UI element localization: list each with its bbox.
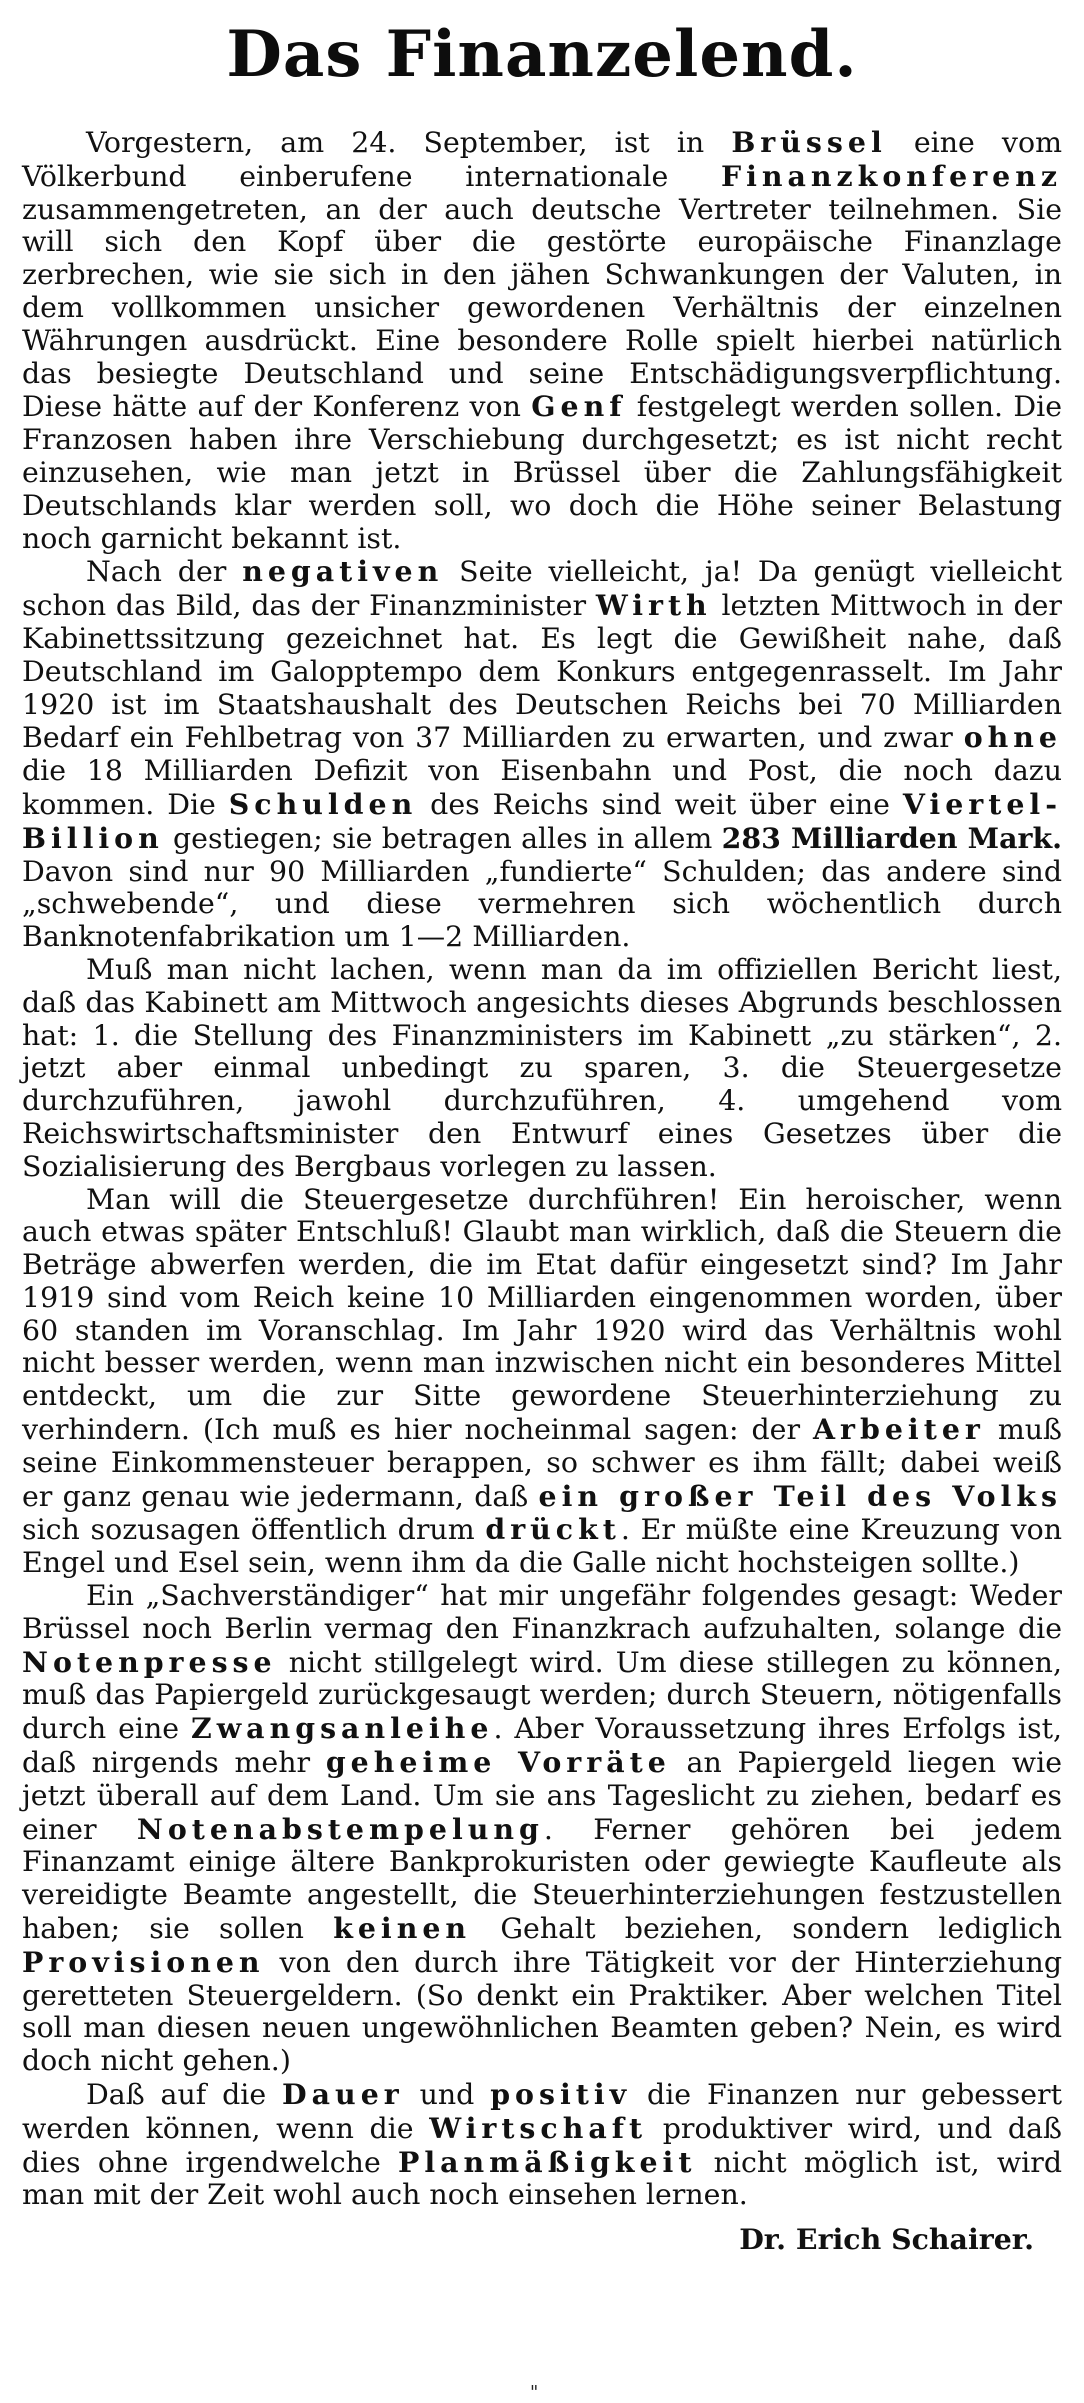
emphasis-text: Zwangsanleihe bbox=[191, 1711, 494, 1746]
paragraph-4 bbox=[22, 1184, 1062, 1581]
paragraph-text: festgelegt werden sollen. Die Franzosen haben ihre Verschiebung durchgesetzt; es ist nicht recht einzusehen, wie man jetzt in Brüssel über die Zahlungsfähigkeit Deutschlands klar werden soll, wo doch die Höhe seiner Belastung noch garnicht bekannt ist. bbox=[22, 390, 1062, 555]
paragraph-text: und bbox=[403, 2078, 491, 2112]
paragraph-text: Seite vielleicht, ja! Da genügt vielleicht schon das Bild, das der Finanzminister bbox=[22, 555, 1062, 623]
emphasis-text: ohne bbox=[963, 720, 1062, 755]
paragraph-text: die Finanzen nur gebessert werden können, wenn die bbox=[22, 2078, 1062, 2145]
paragraph-text: sich sozusagen öffentlich drum bbox=[22, 1513, 486, 1547]
paragraph-text: Nach der bbox=[86, 555, 243, 589]
emphasis-text: Wirth bbox=[595, 588, 712, 623]
paragraph-text: produktiver wird, und daß dies ohne irgendwelche bbox=[22, 2111, 1062, 2179]
emphasis-text: negativen bbox=[242, 554, 444, 589]
paragraph-text: muß seine Einkommensteuer berappen, so schwer es ihm fällt; dabei weiß er ganz genau wie jedermann, daß bbox=[22, 1413, 1062, 1513]
emphasis-text: Viertel-Billion bbox=[22, 786, 1062, 855]
emphasis-text: Planmäßigkeit bbox=[397, 2144, 697, 2179]
paragraph-text: letzten Mittwoch in der Kabinettssitzung gezeichnet hat. Es legt die Gewißheit nahe, daß Deutschland im Galopptempo dem Konkurs entgegenrasselt. Im Jahr 1920 ist im Staatshaushalt des Deutschen Reichs bei 70 Milliarden Bedarf ein Fehlbetrag von 37 Milliarden zu erwarten, und zwar bbox=[22, 589, 1062, 755]
paragraph-6 bbox=[22, 2078, 1062, 2212]
emphasis-text: geheime Vorräte bbox=[325, 1745, 671, 1780]
emphasis-text: Wirtschaft bbox=[429, 2110, 648, 2145]
emphasis-text: Notenpresse bbox=[22, 1644, 277, 1679]
paragraph-text: nicht stillgelegt wird. Um diese stillegen zu können, muß das Papiergeld zurückgesaugt werden; durch Steuern, nötigenfalls durch eine bbox=[22, 1645, 1062, 1746]
paragraph-text: Davon sind nur 90 Milliarden „fundierte“ Schulden; das andere sind „schwebende“, und diese vermehren sich wöchentlich durch Banknotenfabrikation um 1—2 Milliarden. bbox=[22, 854, 1062, 954]
paragraph-text: Ein „Sachverständiger“ hat mir ungefähr folgendes gesagt: Weder Brüssel noch Berlin vermag den Finanzkrach aufzuhalten, solange die bbox=[22, 1579, 1062, 1645]
paragraph-text: . Ferner gehören bei jedem Finanzamt einige ältere Bankprokuristen oder gewiegte Kaufleute als vereidigte Beamte angestellt, die Steuerhinterziehungen festzustellen haben; sie sollen bbox=[22, 1812, 1062, 1946]
emphasis-text: Arbeiter bbox=[813, 1412, 985, 1447]
paragraph-text: von den durch ihre Tätigkeit vor der Hinterziehung geretteten Steuergeldern. (So denkt ein Praktiker. Aber welchen Titel soll man diesen neuen ungewöhnlichen Beamten geben? Nein, es wird doch nicht gehen.) bbox=[22, 1945, 1062, 2078]
bottom-mark: " bbox=[530, 2382, 539, 2403]
author-signature: Dr. Erich Schairer. bbox=[739, 2222, 1034, 2257]
paragraph-text: . Aber Voraussetzung ihres Erfolgs ist, daß nirgends mehr bbox=[22, 1712, 1062, 1780]
emphasis-text: ein großer Teil des Volks bbox=[538, 1478, 1062, 1513]
paragraph-text: zusammengetreten, an der auch deutsche Vertreter teilnehmen. Sie will sich den Kopf über die gestörte europäische Finanzlage zerbrechen, wie sie sich in den jähen Schwankungen der Valuten, in dem vollkommen unsicher gewordenen Verhältnis der einzelnen Währungen ausdrückt. Eine besondere Rolle spielt hierbei natürlich das besiegte Deutschland und seine Entschädigungsverpflichtung. Diese hätte auf der Konferenz von bbox=[22, 192, 1062, 424]
article-title: Das Finanzelend. bbox=[226, 17, 858, 92]
emphasis-text: Schulden bbox=[228, 786, 418, 821]
paragraph-1 bbox=[22, 126, 1062, 555]
paragraph-text: die 18 Milliarden Defizit von Eisenbahn und Post, die noch dazu kommen. Die bbox=[22, 754, 1062, 821]
paragraph-text: Vorgestern, am 24. September, ist in bbox=[86, 126, 732, 159]
emphasis-text: keinen bbox=[333, 1911, 472, 1946]
paragraph-text: eine vom Völkerbund einberufene internationale bbox=[22, 126, 1062, 193]
paragraph-text: Muß man nicht lachen, wenn man da im offiziellen Bericht liest, daß das Kabinett am Mittwoch angesichts dieses Abgrunds beschlossen hat: 1. die Stellung des Finanzministers im Kabinett „zu stärken“, 2. jetzt aber einmal unbedingt zu sparen, 3. die Steuergesetze durchzuführen, jawohl durchzuführen, 4. umgehend vom Reichswirtschaftsminister den Entwurf eines Gesetzes über die Sozialisierung des Bergbaus vorlegen zu lassen. bbox=[22, 952, 1062, 1183]
emphasis-text: Dauer bbox=[282, 2077, 404, 2112]
emphasis-text: Finanzkonferenz bbox=[720, 158, 1062, 193]
paragraph-text: gestiegen; sie betragen alles in allem bbox=[163, 821, 722, 855]
paragraph-text: Man will die Steuergesetze durchführen! Ein heroischer, wenn auch etwas später Entschluß! Glaubt man wirklich, daß die Steuern die Beträge abwerfen werden, die im Etat dafür eingesetzt sind? Im Jahr 1919 sind vom Reich keine 10 Milliarden eingenommen worden, über 60 standen im Voranschlag. Im Jahr 1920 wird das Verhältnis wohl nicht besser werden, wenn man inzwischen nicht ein besonderes Mittel entdeckt, um die zur Sitte gewordene Steuerhinterziehung zu verhindern. (Ich muß es hier nocheinmal sagen: der bbox=[22, 1182, 1062, 1447]
paragraph-text: des Reichs sind weit über eine bbox=[417, 787, 903, 821]
emphasis-text: Provisionen bbox=[22, 1944, 265, 1979]
paragraph-text: Gehalt beziehen, sondern lediglich bbox=[471, 1912, 1062, 1946]
paragraph-text: Daß auf die bbox=[86, 2078, 283, 2112]
emphasis-text: Notenabstempelung bbox=[136, 1811, 544, 1846]
emphasis-text: Brüssel bbox=[731, 125, 887, 159]
paragraph-text: an Papiergeld liegen wie jetzt überall auf dem Land. Um sie ans Tageslicht zu ziehen, bedarf es einer bbox=[22, 1746, 1062, 1846]
paragraph-5 bbox=[22, 1580, 1062, 2078]
paragraph-3 bbox=[22, 954, 1062, 1184]
paragraph-text: . Er müßte eine Kreuzung von Engel und Esel sein, wenn ihm da die Galle nicht hochsteigen sollte.) bbox=[22, 1513, 1063, 1580]
emphasis-text: Genf bbox=[531, 389, 627, 424]
paragraph-text: nicht möglich ist, wird man mit der Zeit wohl auch noch einsehen lernen. bbox=[22, 2145, 1062, 2212]
emphasis-text: positiv bbox=[490, 2077, 632, 2112]
paragraph-2 bbox=[22, 555, 1062, 954]
emphasis-text: drückt bbox=[485, 1512, 621, 1547]
bold-text: 283 Milliarden Mark. bbox=[721, 820, 1062, 855]
